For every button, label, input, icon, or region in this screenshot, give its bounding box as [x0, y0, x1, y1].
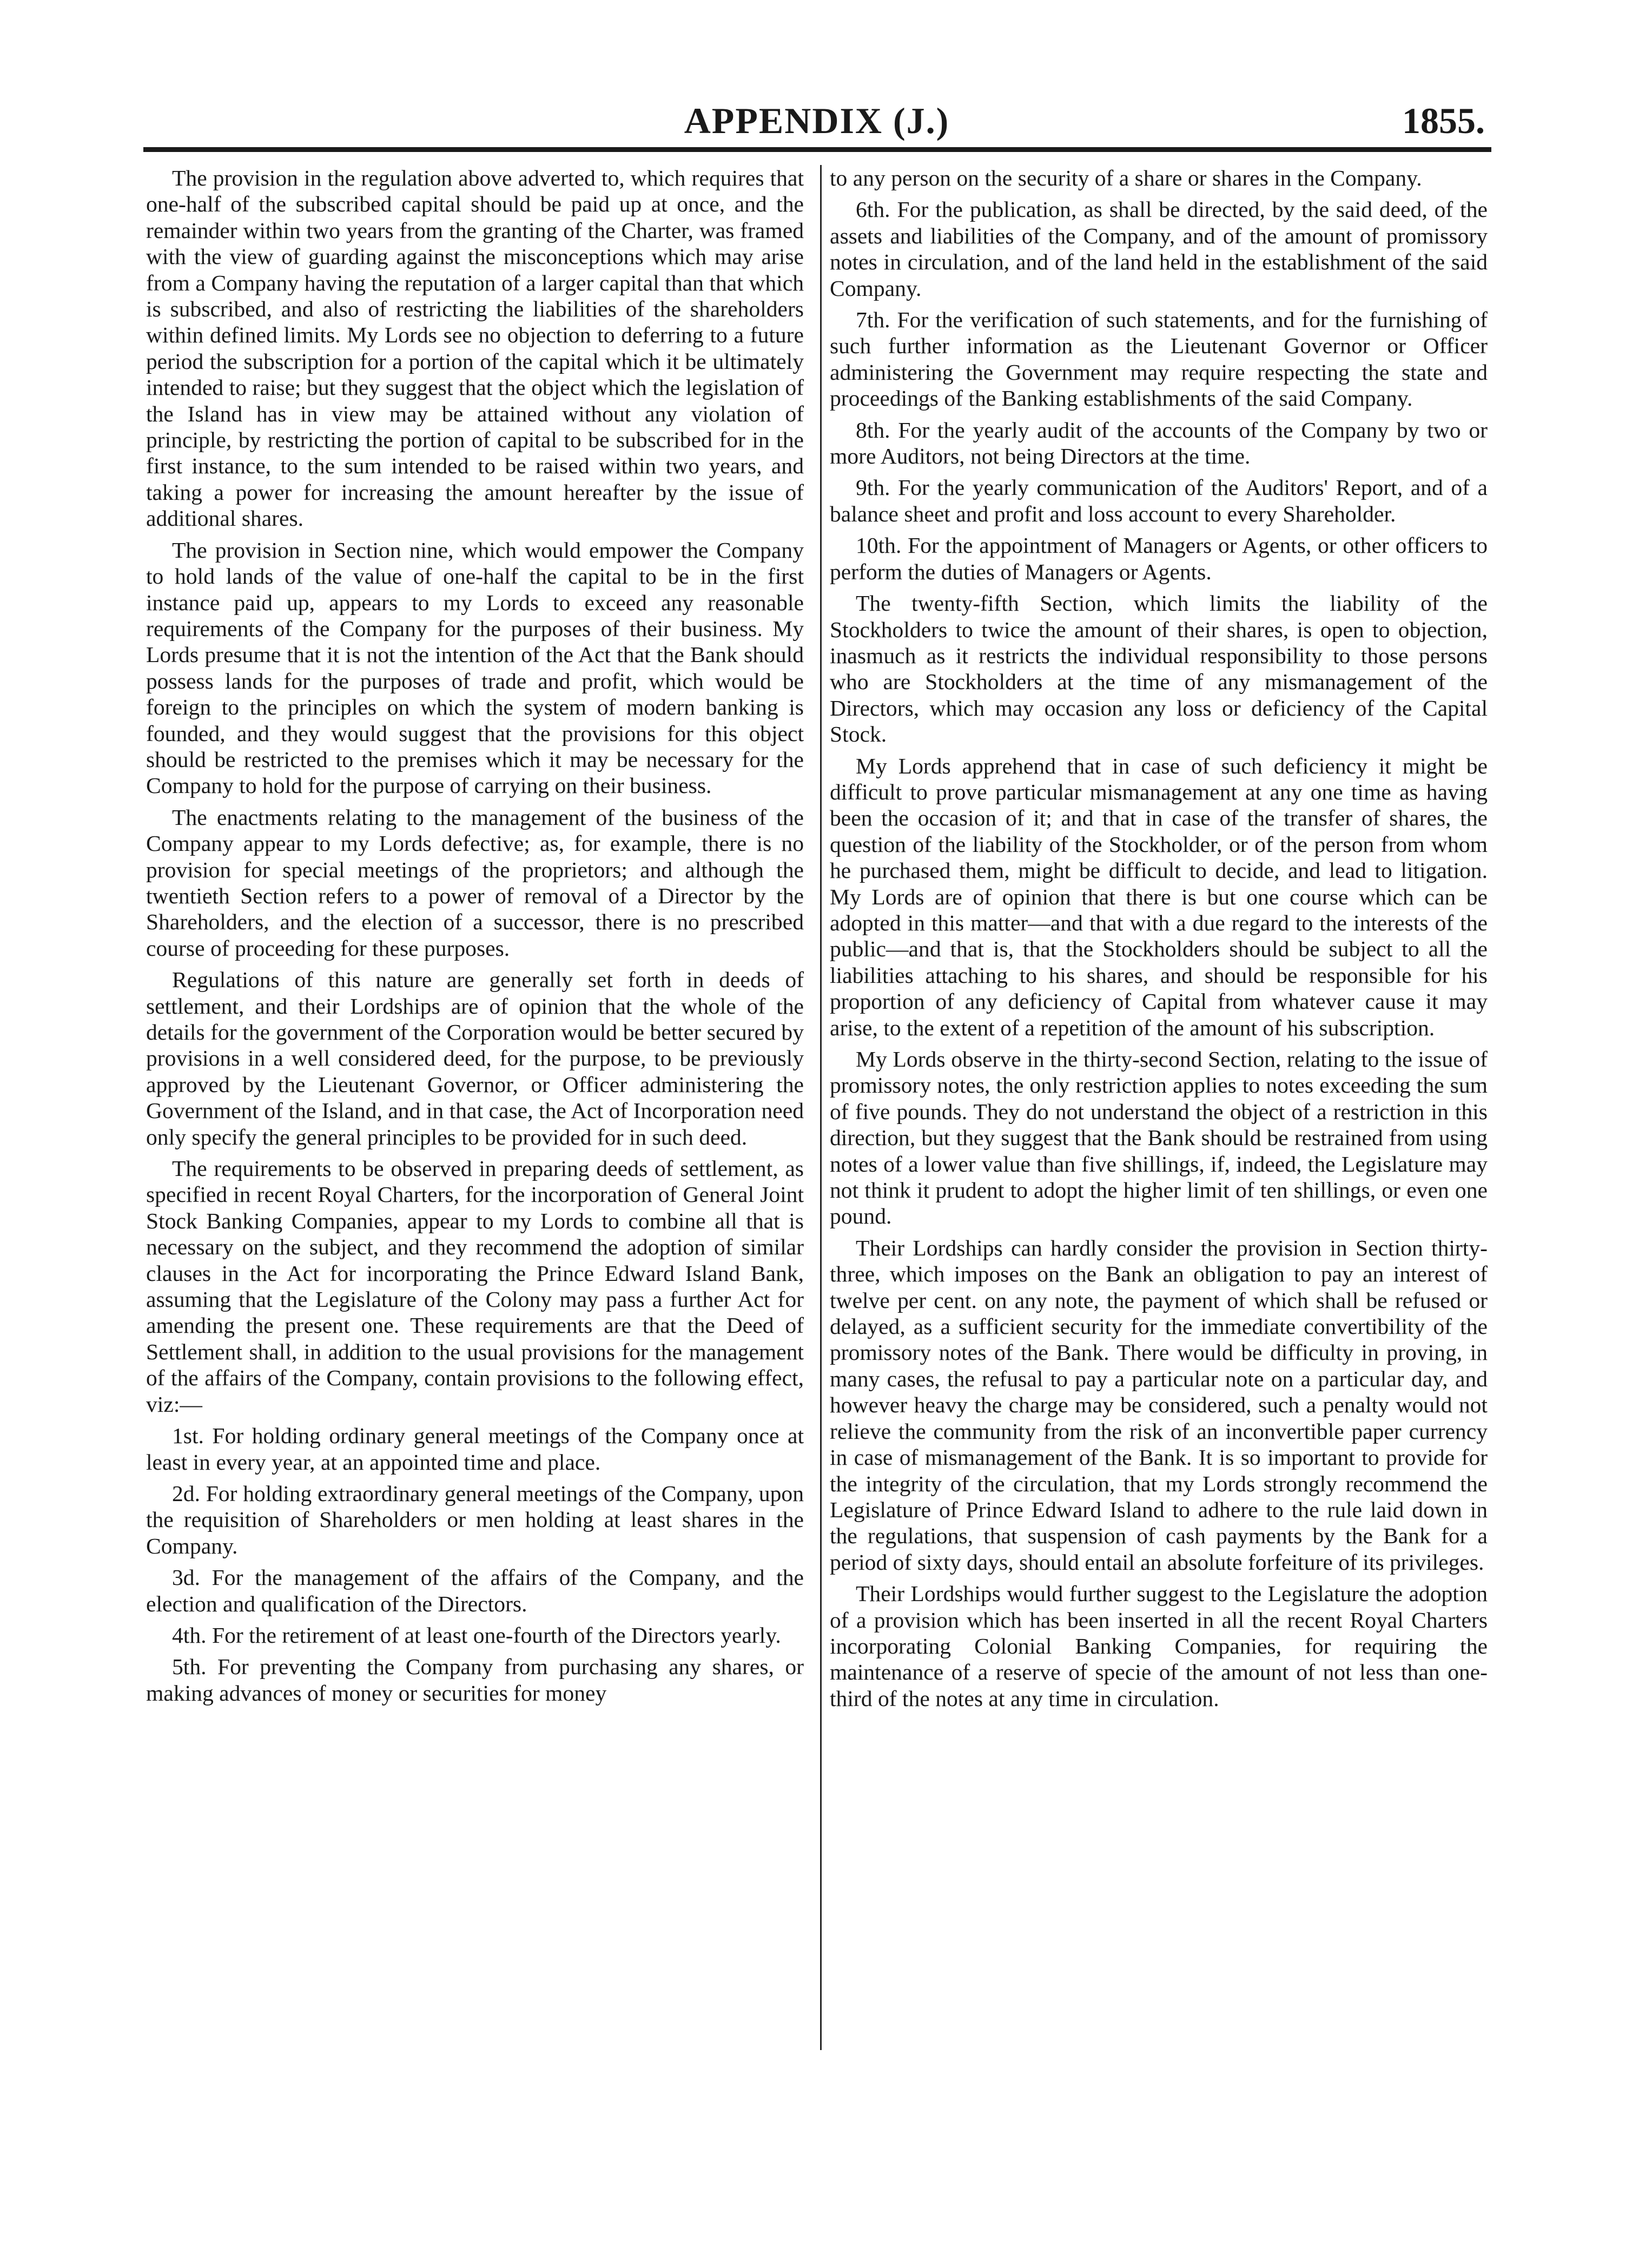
- right-column: [830, 165, 1488, 1717]
- paragraph: My Lords apprehend that in case of such deficiency it might be difficult to prove particular mismanagement at any one time as having been the occasion of it; and that in case of the transfer of shares, the question of the liability of the Stockholder, or of the person from whom he purchased them, might be difficult to decide, and lead to litigation. My Lords are of opinion that there is but one course which can be adopted in this matter—and that with a due regard to the interests of the public—and that is, that the Stockholders should be subject to all the liabilities attaching to his shares, and should be responsible for his proportion of any deficiency of Capital from whatever cause it may arise, to the extent of a repetition of the amount of his subscription.: [830, 753, 1488, 1040]
- list-item: 6th. For the publication, as shall be directed, by the said deed, of the assets and liabilities of the Company, and of the amount of promissory notes in circulation, and of the land held in the establishment of the said Company.: [830, 197, 1488, 301]
- page-title: APPENDIX (J.): [684, 100, 950, 141]
- list-item: 7th. For the verification of such statements, and for the furnishing of such further information as the Lieutenant Governor or Officer administering the Government may require respecting the state and proceedings of the Banking establishments of the said Company.: [830, 307, 1488, 411]
- paragraph: My Lords observe in the thirty-second Section, relating to the issue of promissory notes, the only restriction applies to notes exceeding the sum of five pounds. They do not understand the object of a restriction in this direction, but they suggest that the Bank should be restrained from using notes of a lower value than five shillings, if, indeed, the Legislature may not think it prudent to adopt the higher limit of ten shillings, or even one pound.: [830, 1047, 1488, 1229]
- paragraph: The enactments relating to the management of the business of the Company appear to my Lords defective; as, for example, there is no provision for special meetings of the proprietors; and although the twentieth Section refers to a power of removal of a Director by the Shareholders, and the election of a successor, there is no prescribed course of proceeding for these purposes.: [146, 804, 804, 961]
- list-item: 4th. For the retirement of at least one-fourth of the Directors yearly.: [172, 1622, 781, 1648]
- continued-text: to any person on the security of a share or shares in the Company.: [830, 166, 1422, 190]
- list-item: 5th. For preventing the Company from purchasing any shares, or making advances of money or securities for money: [146, 1654, 804, 1706]
- list-item: 10th. For the appointment of Managers or Agents, or other officers to perform the duties of Managers or Agents.: [830, 533, 1488, 584]
- paragraph: Their Lordships would further suggest to the Legislature the adoption of a provision which has been inserted in all the recent Royal Charters incorporating Colonial Banking Companies, for requiring the maintenance of a reserve of specie of the amount of not less than one-third of the notes at any time in circulation.: [830, 1581, 1488, 1711]
- page-header: [143, 96, 1490, 150]
- column-divider: [820, 165, 822, 2050]
- page-year: 1855.: [1402, 100, 1485, 141]
- left-column: [146, 165, 804, 1711]
- list-item: 2d. For holding extraordinary general meetings of the Company, upon the requisition of Shareholders or men holding at least shares in the Company.: [146, 1480, 804, 1558]
- paragraph: Regulations of this nature are generally set forth in deeds of settlement, and their Lordships are of opinion that the whole of the details for the government of the Corporation would be better secured by provisions in a well considered deed, for the purpose, to be previously approved by the Lieutenant Governor, or Officer administering the Government of the Island, and in that case, the Act of Incorporation need only specify the general principles to be provided for in such deed.: [146, 967, 804, 1149]
- header-rule: [143, 147, 1491, 152]
- paragraph: The requirements to be observed in preparing deeds of settlement, as specified in recent Royal Charters, for the incorporation of General Joint Stock Banking Companies, appear to my Lords to combine all that is necessary on the subject, and they recommend the adoption of similar clauses in the Act for incorporating the Prince Edward Island Bank, assuming that the Legislature of the Colony may pass a further Act for amending the present one. These requirements are that the Deed of Settlement shall, in addition to the usual provisions for the management of the affairs of the Company, contain provisions to the following effect, viz:—: [146, 1156, 804, 1417]
- paragraph: The twenty-fifth Section, which limits the liability of the Stockholders to twice the amount of their shares, is open to objection, inasmuch as it restricts the individual responsibility to those persons who are Stockholders at the time of any mismanagement of the Directors, which may occasion any loss or deficiency of the Capital Stock.: [830, 591, 1488, 747]
- list-item: 1st. For holding ordinary general meetings of the Company once at least in every year, at an appointed time and place.: [146, 1423, 804, 1475]
- paragraph: The provision in the regulation above adverted to, which requires that one-half of the subscribed capital should be paid up at once, and the remainder within two years from the granting of the Charter, was framed with the view of guarding against the misconceptions which may arise from a Company having the reputation of a larger capital than that which is subscribed, and also of restricting the liabilities of the shareholders within defined limits. My Lords see no objection to deferring to a future period the subscription for a portion of the capital which it be ultimately intended to raise; but they suggest that the object which the legislation of the Island has in view may be attained without any violation of principle, by restricting the portion of capital to be subscribed for in the first instance, to the sum intended to be raised within two years, and taking a power for increasing the amount hereafter by the issue of additional shares.: [146, 166, 804, 531]
- paragraph: The provision in Section nine, which would empower the Company to hold lands of the value of one-half the capital to be in the first instance paid up, appears to my Lords to exceed any reasonable requirements of the Company for the purposes of their business. My Lords presume that it is not the intention of the Act that the Bank should possess lands for the purposes of trade and profit, which would be foreign to the principles on which the system of modern banking is founded, and they would suggest that the provisions for this object should be restricted to the premises which it may be necessary for the Company to hold for the purpose of carrying on their business.: [146, 537, 804, 798]
- list-item: 8th. For the yearly audit of the accounts of the Company by two or more Auditors, not being Directors at the time.: [830, 417, 1488, 469]
- paragraph: Their Lordships can hardly consider the provision in Section thirty-three, which imposes on the Bank an obligation to pay an interest of twelve per cent. on any note, the payment of which shall be refused or delayed, as a sufficient security for the immediate convertibility of the promissory notes of the Bank. There would be difficulty in proving, in many cases, the refusal to pay a particular note on a particular day, and however heavy the charge may be considered, such a penalty would not relieve the community from the risk of an inconvertible paper currency in case of mismanagement of the Bank. It is so important to provide for the integrity of the circulation, that my Lords strongly recommend the Legislature of Prince Edward Island to adhere to the rule laid down in the regulations, that suspension of cash payments by the Bank for a period of sixty days, should entail an absolute forfeiture of its privileges.: [830, 1235, 1488, 1575]
- list-item: 3d. For the management of the affairs of the Company, and the election and qualification of the Directors.: [146, 1565, 804, 1616]
- list-item: 9th. For the yearly communication of the Auditors' Report, and of a balance sheet and profit and loss account to every Shareholder.: [830, 475, 1488, 526]
